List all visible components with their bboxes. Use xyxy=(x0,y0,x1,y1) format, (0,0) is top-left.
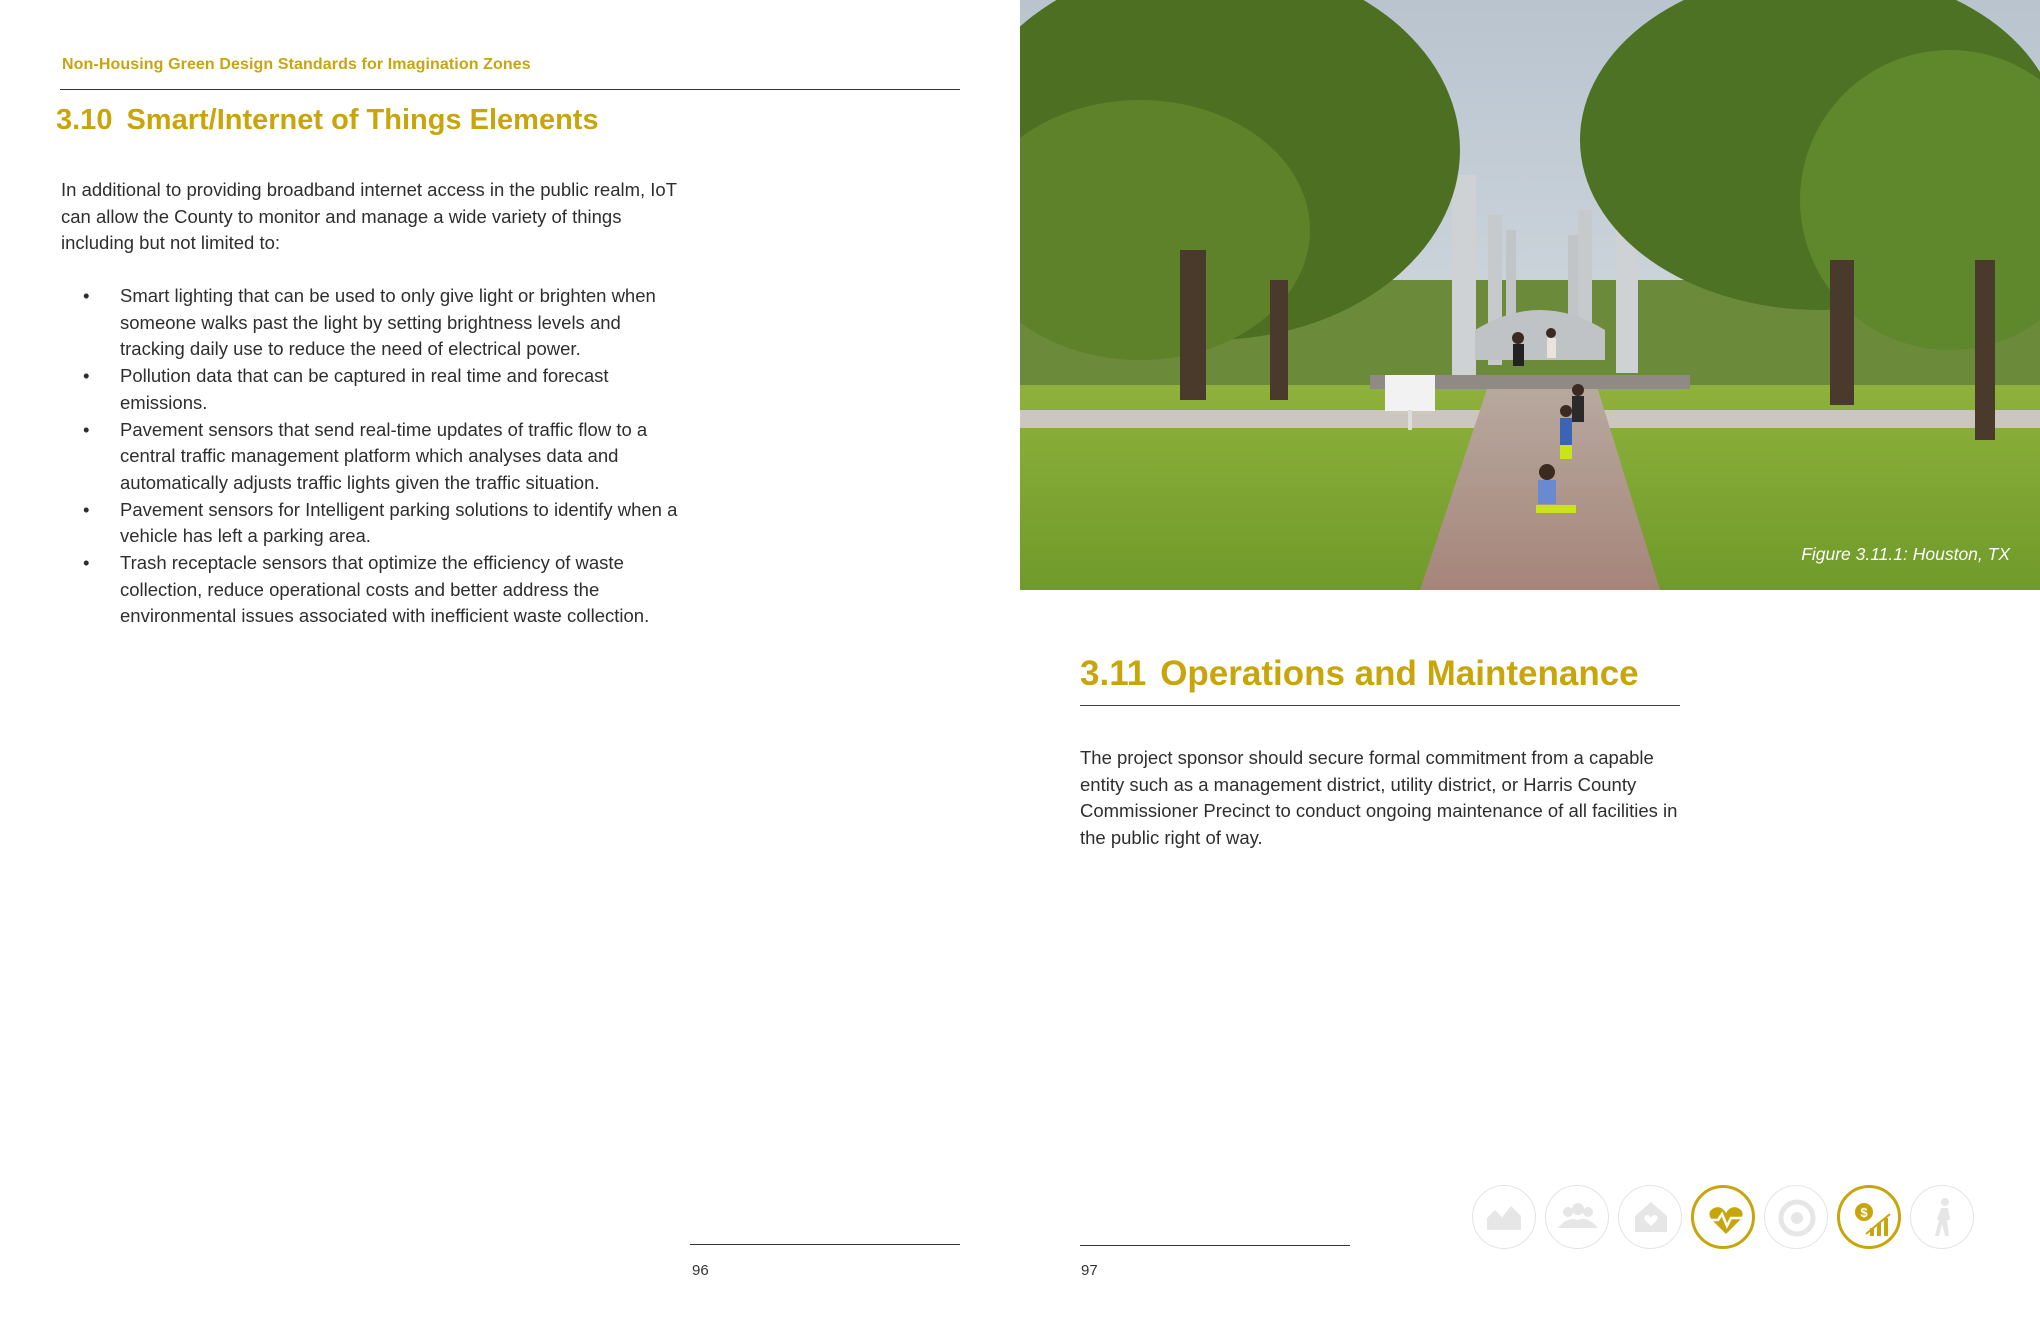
list-item xyxy=(61,497,681,550)
header-divider xyxy=(60,89,960,90)
bullet-marker: • xyxy=(83,285,90,306)
section-3-10-heading xyxy=(56,104,599,137)
section-3-11-heading xyxy=(1080,654,1639,694)
list-item-text: Trash receptacle sensors that optimize the efficiency of waste collection, reduce operational costs and better address the environmental issues associated with inefficient waste collection. xyxy=(120,552,650,627)
section-number: 3.11 xyxy=(1080,654,1147,693)
recycle-icon xyxy=(1764,1185,1828,1249)
footer-divider-right xyxy=(1080,1245,1350,1246)
page-number-left: 96 xyxy=(692,1262,709,1279)
list-item-text: Smart lighting that can be used to only give light or brighten when someone walks past the light by setting brightness levels and tracking daily use to reduce the need of electrical power. xyxy=(120,285,656,360)
list-item xyxy=(61,283,681,363)
bullet-list xyxy=(61,283,681,630)
section-divider xyxy=(1080,705,1680,706)
list-item xyxy=(61,550,681,630)
homes-icon xyxy=(1472,1185,1536,1249)
section-title: Operations and Maintenance xyxy=(1160,654,1639,693)
pedestrian-icon xyxy=(1910,1185,1974,1249)
list-item-text: Pavement sensors that send real-time updates of traffic flow to a central traffic management platform which analyses data and automatically adjusts traffic lights given the traffic situation. xyxy=(120,418,648,493)
health-heart-icon xyxy=(1691,1185,1755,1249)
list-item-text: Pollution data that can be captured in real time and forecast emissions. xyxy=(120,365,609,413)
footer-divider-left xyxy=(690,1244,960,1245)
house-heart-icon xyxy=(1618,1185,1682,1249)
figure-caption: Figure 3.11.1: Houston, TX xyxy=(1801,544,2010,564)
running-header: Non-Housing Green Design Standards for Imagination Zones xyxy=(62,56,531,73)
list-item-text: Pavement sensors for Intelligent parking solutions to identify when a vehicle has left a parking area. xyxy=(120,498,678,547)
bullet-marker: • xyxy=(83,365,90,387)
intro-paragraph: In additional to providing broadband internet access in the public realm, IoT can allow the County to monitor and manage a wide variety of things including but not limited to: xyxy=(61,179,677,254)
bullet-marker: • xyxy=(83,418,90,440)
page-number-right: 97 xyxy=(1081,1262,1098,1279)
bullet-marker: • xyxy=(83,552,90,574)
park-bridge-photo xyxy=(1020,0,2040,590)
bullet-marker: • xyxy=(83,498,90,520)
section-number: 3.10 xyxy=(56,104,113,136)
svg-text:$: $ xyxy=(1860,1205,1868,1220)
money-growth-icon xyxy=(1837,1185,1901,1249)
list-item xyxy=(61,417,681,497)
operations-paragraph: The project sponsor should secure formal commitment from a capable entity such as a management district, utility district, or Harris County Commissioner Precinct to conduct ongoing maintenance of all facilities in the public right of way. xyxy=(1080,747,1678,849)
community-icon xyxy=(1545,1185,1609,1249)
list-item xyxy=(61,363,681,416)
photo-illustration xyxy=(1020,0,2040,590)
section-title: Smart/Internet of Things Elements xyxy=(126,104,599,136)
